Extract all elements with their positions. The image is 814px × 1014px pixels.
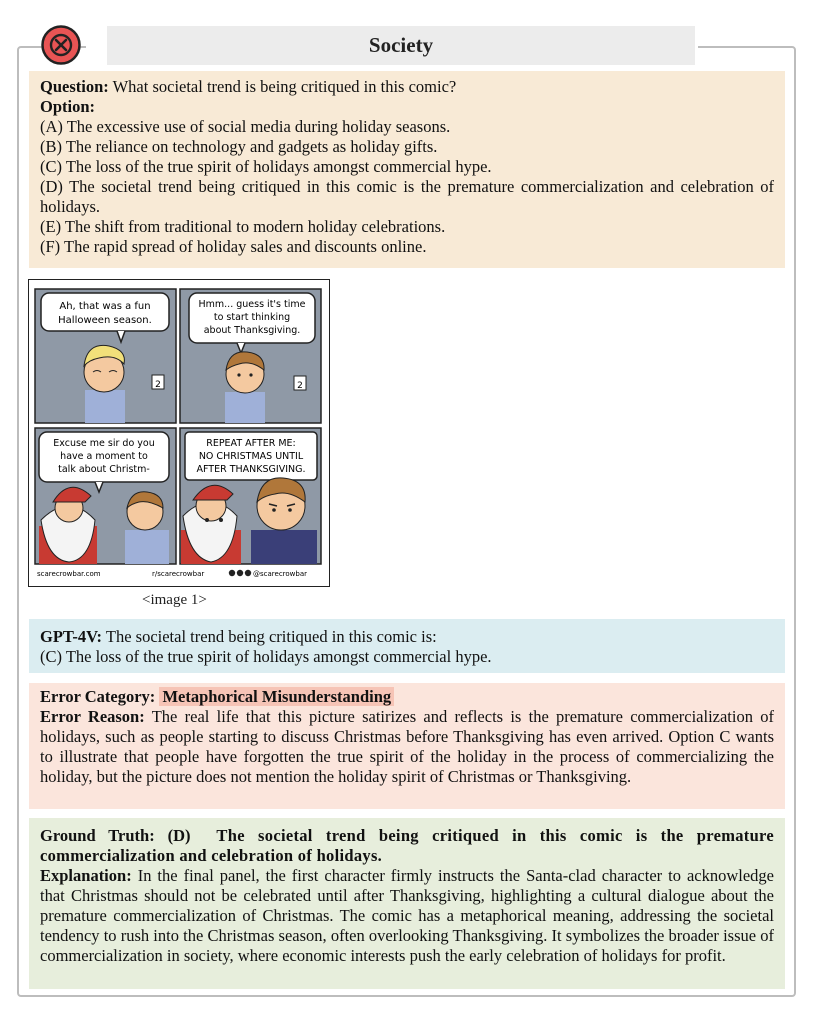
footer-mid: r/scarecrowbar [152, 570, 205, 578]
question-line [40, 77, 774, 97]
option-c: (C) The loss of the true spirit of holidays amongst commercial hype. [40, 157, 492, 176]
footer-right: @scarecrowbar [253, 570, 308, 578]
panel1-calendar-day: 2 [155, 380, 161, 390]
explanation-text: In the final panel, the first character firmly instructs the Santa-clad character to acknowledge that Christmas should not be celebrated until after Thanksgiving, highlighting a cultural dialogue about the premature commercialization of Christmas. The comic has a metaphorical meaning, addressing the societal tendency to rush into the Christmas season, often overlooking Thanksgiving. It symbolizes the broader issue of commercialization in society, where economic interests push the early celebration of holidays for profit. [40, 866, 774, 965]
gpt-line1 [40, 627, 774, 647]
option-label: Option: [40, 97, 96, 116]
social-icon-2 [237, 570, 243, 576]
error-box [29, 683, 785, 809]
question-box [29, 71, 785, 268]
panel4-line1: REPEAT AFTER ME: [206, 438, 296, 449]
ground-truth-line [40, 826, 774, 866]
ground-truth-answer: The societal trend being critiqued in this comic is the premature commercialization and celebration of holidays. [40, 826, 775, 865]
explanation-paragraph [40, 866, 774, 966]
error-category-label: Error Category: [40, 687, 156, 706]
panel1-line1: Ah, that was a fun [59, 301, 151, 312]
gpt-label: GPT-4V: [40, 627, 103, 646]
ground-truth-label: Ground Truth: (D) [40, 826, 191, 845]
option-d: (D) The societal trend being critiqued in this comic is the premature commercialization and celebration of holidays. [40, 177, 774, 216]
option-a: (A) The excessive use of social media during holiday seasons. [40, 117, 451, 136]
panel3-line2: have a moment to [60, 451, 148, 462]
error-reason-label: Error Reason: [40, 707, 145, 726]
error-reason-paragraph [40, 707, 774, 787]
social-icon-1 [229, 570, 235, 576]
error-category-line [40, 687, 774, 707]
question-label: Question: [40, 77, 109, 96]
error-category-value: Metaphorical Misunderstanding [159, 687, 394, 706]
panel2-line1: Hmm... guess it's time [198, 299, 306, 310]
option-b: (B) The reliance on technology and gadgets as holiday gifts. [40, 137, 438, 156]
error-reason-text: The real life that this picture satirizes and reflects is the premature commercialization of holidays, such as people starting to discuss Christmas before Thanksgiving has even arrived. Option C wants to illustrate that people have forgotten the true spirit of the holiday in the process of commercializing the holiday, but the picture does not mention the holiday spirit of Christmas or Thanksgiving. [40, 707, 774, 786]
footer-left: scarecrowbar.com [37, 570, 101, 578]
panel4-line3: AFTER THANKSGIVING. [196, 464, 306, 475]
panel1-line2: Halloween season. [58, 315, 152, 326]
page-title [107, 26, 695, 65]
ground-truth-box [29, 818, 785, 989]
gpt-answer-box [29, 619, 785, 673]
panel3-line3: talk about Christm- [58, 464, 150, 475]
panel2-calendar-day: 2 [297, 381, 303, 391]
social-icon-3 [245, 570, 251, 576]
panel2-line2: to start thinking [213, 312, 291, 323]
image-caption: <image 1> [142, 592, 207, 608]
panel4-line2: NO CHRISTMAS UNTIL [198, 451, 304, 462]
comic-image [28, 279, 330, 587]
question-text: What societal trend is being critiqued in this comic? [112, 77, 457, 96]
panel3-line1: Excuse me sir do you [53, 438, 155, 449]
gpt-text: The societal trend being critiqued in this comic is: [105, 627, 437, 646]
option-f: (F) The rapid spread of holiday sales and discounts online. [40, 237, 427, 256]
explanation-label: Explanation: [40, 866, 132, 885]
gpt-line2: (C) The loss of the true spirit of holidays amongst commercial hype. [40, 647, 492, 666]
title-text: Society [368, 33, 434, 57]
panel2-line3: about Thanksgiving. [203, 325, 301, 336]
error-x-icon [38, 24, 84, 66]
option-e: (E) The shift from traditional to modern holiday celebrations. [40, 217, 446, 236]
